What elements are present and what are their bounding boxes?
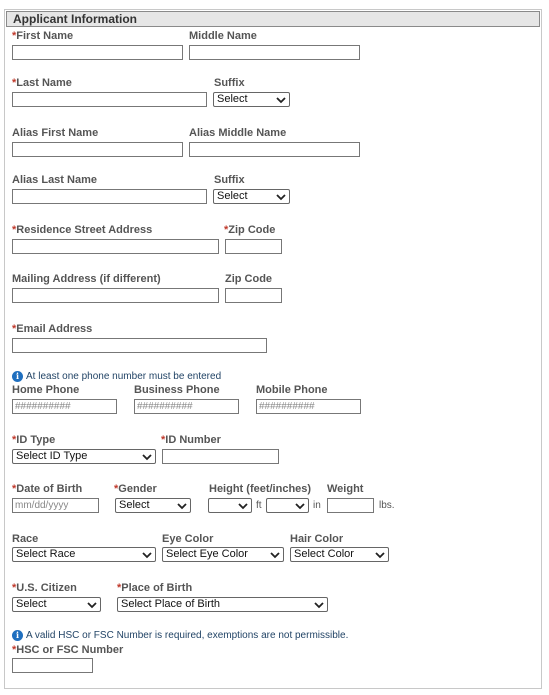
id-number-label-text: ID Number <box>165 434 221 446</box>
id-number-input[interactable] <box>162 449 279 464</box>
middle-name-label: Middle Name <box>189 30 257 42</box>
email-label-text: Email Address <box>16 323 93 335</box>
eye-color-select[interactable] <box>162 547 284 562</box>
us-citizen-select[interactable] <box>12 597 101 612</box>
required-marker: * <box>117 582 122 594</box>
suffix-label: Suffix <box>214 77 245 89</box>
chevron-down-icon <box>314 600 324 610</box>
alias-suffix-select[interactable] <box>213 189 290 204</box>
race-select[interactable] <box>12 547 156 562</box>
race-label: Race <box>12 533 39 545</box>
required-marker: * <box>12 483 17 495</box>
mailing-zip-label: Zip Code <box>225 273 273 285</box>
required-marker: * <box>114 483 119 495</box>
hsc-note <box>12 630 348 641</box>
chevron-down-icon <box>142 452 152 462</box>
last-name-label-text: Last Name <box>16 77 72 89</box>
last-name-input[interactable] <box>12 92 207 107</box>
eye-color-label: Eye Color <box>162 533 214 545</box>
eye-color-selected: Select Eye Color <box>166 548 248 560</box>
height-feet-select[interactable] <box>208 498 252 513</box>
bottom-divider <box>4 688 542 689</box>
hsc-number-label-text: HSC or FSC Number <box>16 644 124 656</box>
feet-unit: ft <box>256 500 262 511</box>
home-phone-input[interactable] <box>12 399 117 414</box>
place-of-birth-label-text: Place of Birth <box>121 582 193 594</box>
chevron-down-icon <box>295 501 305 511</box>
race-selected: Select Race <box>16 548 76 560</box>
residence-address-input[interactable] <box>12 239 219 254</box>
mobile-phone-label: Mobile Phone <box>256 384 328 396</box>
required-marker: * <box>12 224 17 236</box>
alias-last-name-label: Alias Last Name <box>12 174 97 186</box>
gender-selected: Select <box>119 499 150 511</box>
info-icon: i <box>12 371 23 382</box>
us-citizen-label-text: U.S. Citizen <box>16 582 77 594</box>
hsc-note-text: A valid HSC or FSC Number is required, exemptions are not permissible. <box>26 630 349 642</box>
weight-label: Weight <box>327 483 364 495</box>
residence-zip-label <box>224 224 275 236</box>
us-citizen-selected: Select <box>16 598 47 610</box>
mailing-zip-input[interactable] <box>225 288 282 303</box>
required-marker: * <box>12 77 17 89</box>
last-name-label <box>12 77 72 89</box>
place-of-birth-select[interactable] <box>117 597 328 612</box>
hair-color-selected: Select Color <box>294 548 354 560</box>
chevron-down-icon <box>375 550 385 560</box>
mailing-address-input[interactable] <box>12 288 219 303</box>
business-phone-input[interactable] <box>134 399 239 414</box>
dob-input[interactable] <box>12 498 99 513</box>
residence-zip-label-text: Zip Code <box>228 224 276 236</box>
hsc-number-label <box>12 644 123 656</box>
gender-label <box>114 483 157 495</box>
id-type-selected: Select ID Type <box>16 450 88 462</box>
height-label: Height (feet/inches) <box>209 483 312 495</box>
business-phone-label: Business Phone <box>134 384 220 396</box>
dob-label <box>12 483 82 495</box>
chevron-down-icon <box>270 550 280 560</box>
alias-middle-name-input[interactable] <box>189 142 360 157</box>
alias-suffix-label: Suffix <box>214 174 245 186</box>
gender-label-text: Gender <box>118 483 157 495</box>
required-marker: * <box>224 224 229 236</box>
alias-first-name-label: Alias First Name <box>12 127 99 139</box>
hair-color-select[interactable] <box>290 547 389 562</box>
mailing-address-label: Mailing Address (if different) <box>12 273 161 285</box>
suffix-selected: Select <box>217 93 248 105</box>
suffix-select[interactable] <box>213 92 290 107</box>
inches-unit: in <box>313 500 321 511</box>
id-number-label <box>161 434 221 446</box>
id-type-label-text: ID Type <box>16 434 56 446</box>
id-type-select[interactable] <box>12 449 156 464</box>
email-input[interactable] <box>12 338 267 353</box>
alias-middle-name-label: Alias Middle Name <box>189 127 287 139</box>
phone-note <box>12 371 221 382</box>
chevron-down-icon <box>142 550 152 560</box>
place-of-birth-label <box>117 582 192 594</box>
section-header: Applicant Information <box>6 11 540 27</box>
weight-unit: lbs. <box>379 500 395 511</box>
first-name-label-text: First Name <box>16 30 74 42</box>
chevron-down-icon <box>177 501 187 511</box>
first-name-label <box>12 30 73 42</box>
home-phone-label: Home Phone <box>12 384 80 396</box>
residence-address-label <box>12 224 152 236</box>
info-icon: i <box>12 630 23 641</box>
gender-select[interactable] <box>115 498 191 513</box>
us-citizen-label <box>12 582 77 594</box>
id-type-label <box>12 434 55 446</box>
chevron-down-icon <box>238 501 248 511</box>
height-inches-select[interactable] <box>266 498 309 513</box>
alias-first-name-input[interactable] <box>12 142 183 157</box>
required-marker: * <box>12 582 17 594</box>
middle-name-input[interactable] <box>189 45 360 60</box>
mobile-phone-input[interactable] <box>256 399 361 414</box>
chevron-down-icon <box>87 600 97 610</box>
required-marker: * <box>12 644 17 656</box>
place-of-birth-selected: Select Place of Birth <box>121 598 221 610</box>
residence-zip-input[interactable] <box>225 239 282 254</box>
weight-input[interactable] <box>327 498 374 513</box>
hsc-number-input[interactable] <box>12 658 93 673</box>
alias-last-name-input[interactable] <box>12 189 207 204</box>
chevron-down-icon <box>276 95 286 105</box>
chevron-down-icon <box>276 192 286 202</box>
required-marker: * <box>161 434 166 446</box>
required-marker: * <box>12 30 17 42</box>
email-label <box>12 323 92 335</box>
dob-label-text: Date of Birth <box>16 483 83 495</box>
phone-note-text: At least one phone number must be entered <box>26 371 222 383</box>
first-name-input[interactable] <box>12 45 183 60</box>
hair-color-label: Hair Color <box>290 533 344 545</box>
required-marker: * <box>12 434 17 446</box>
residence-address-label-text: Residence Street Address <box>16 224 153 236</box>
required-marker: * <box>12 323 17 335</box>
alias-suffix-selected: Select <box>217 190 248 202</box>
